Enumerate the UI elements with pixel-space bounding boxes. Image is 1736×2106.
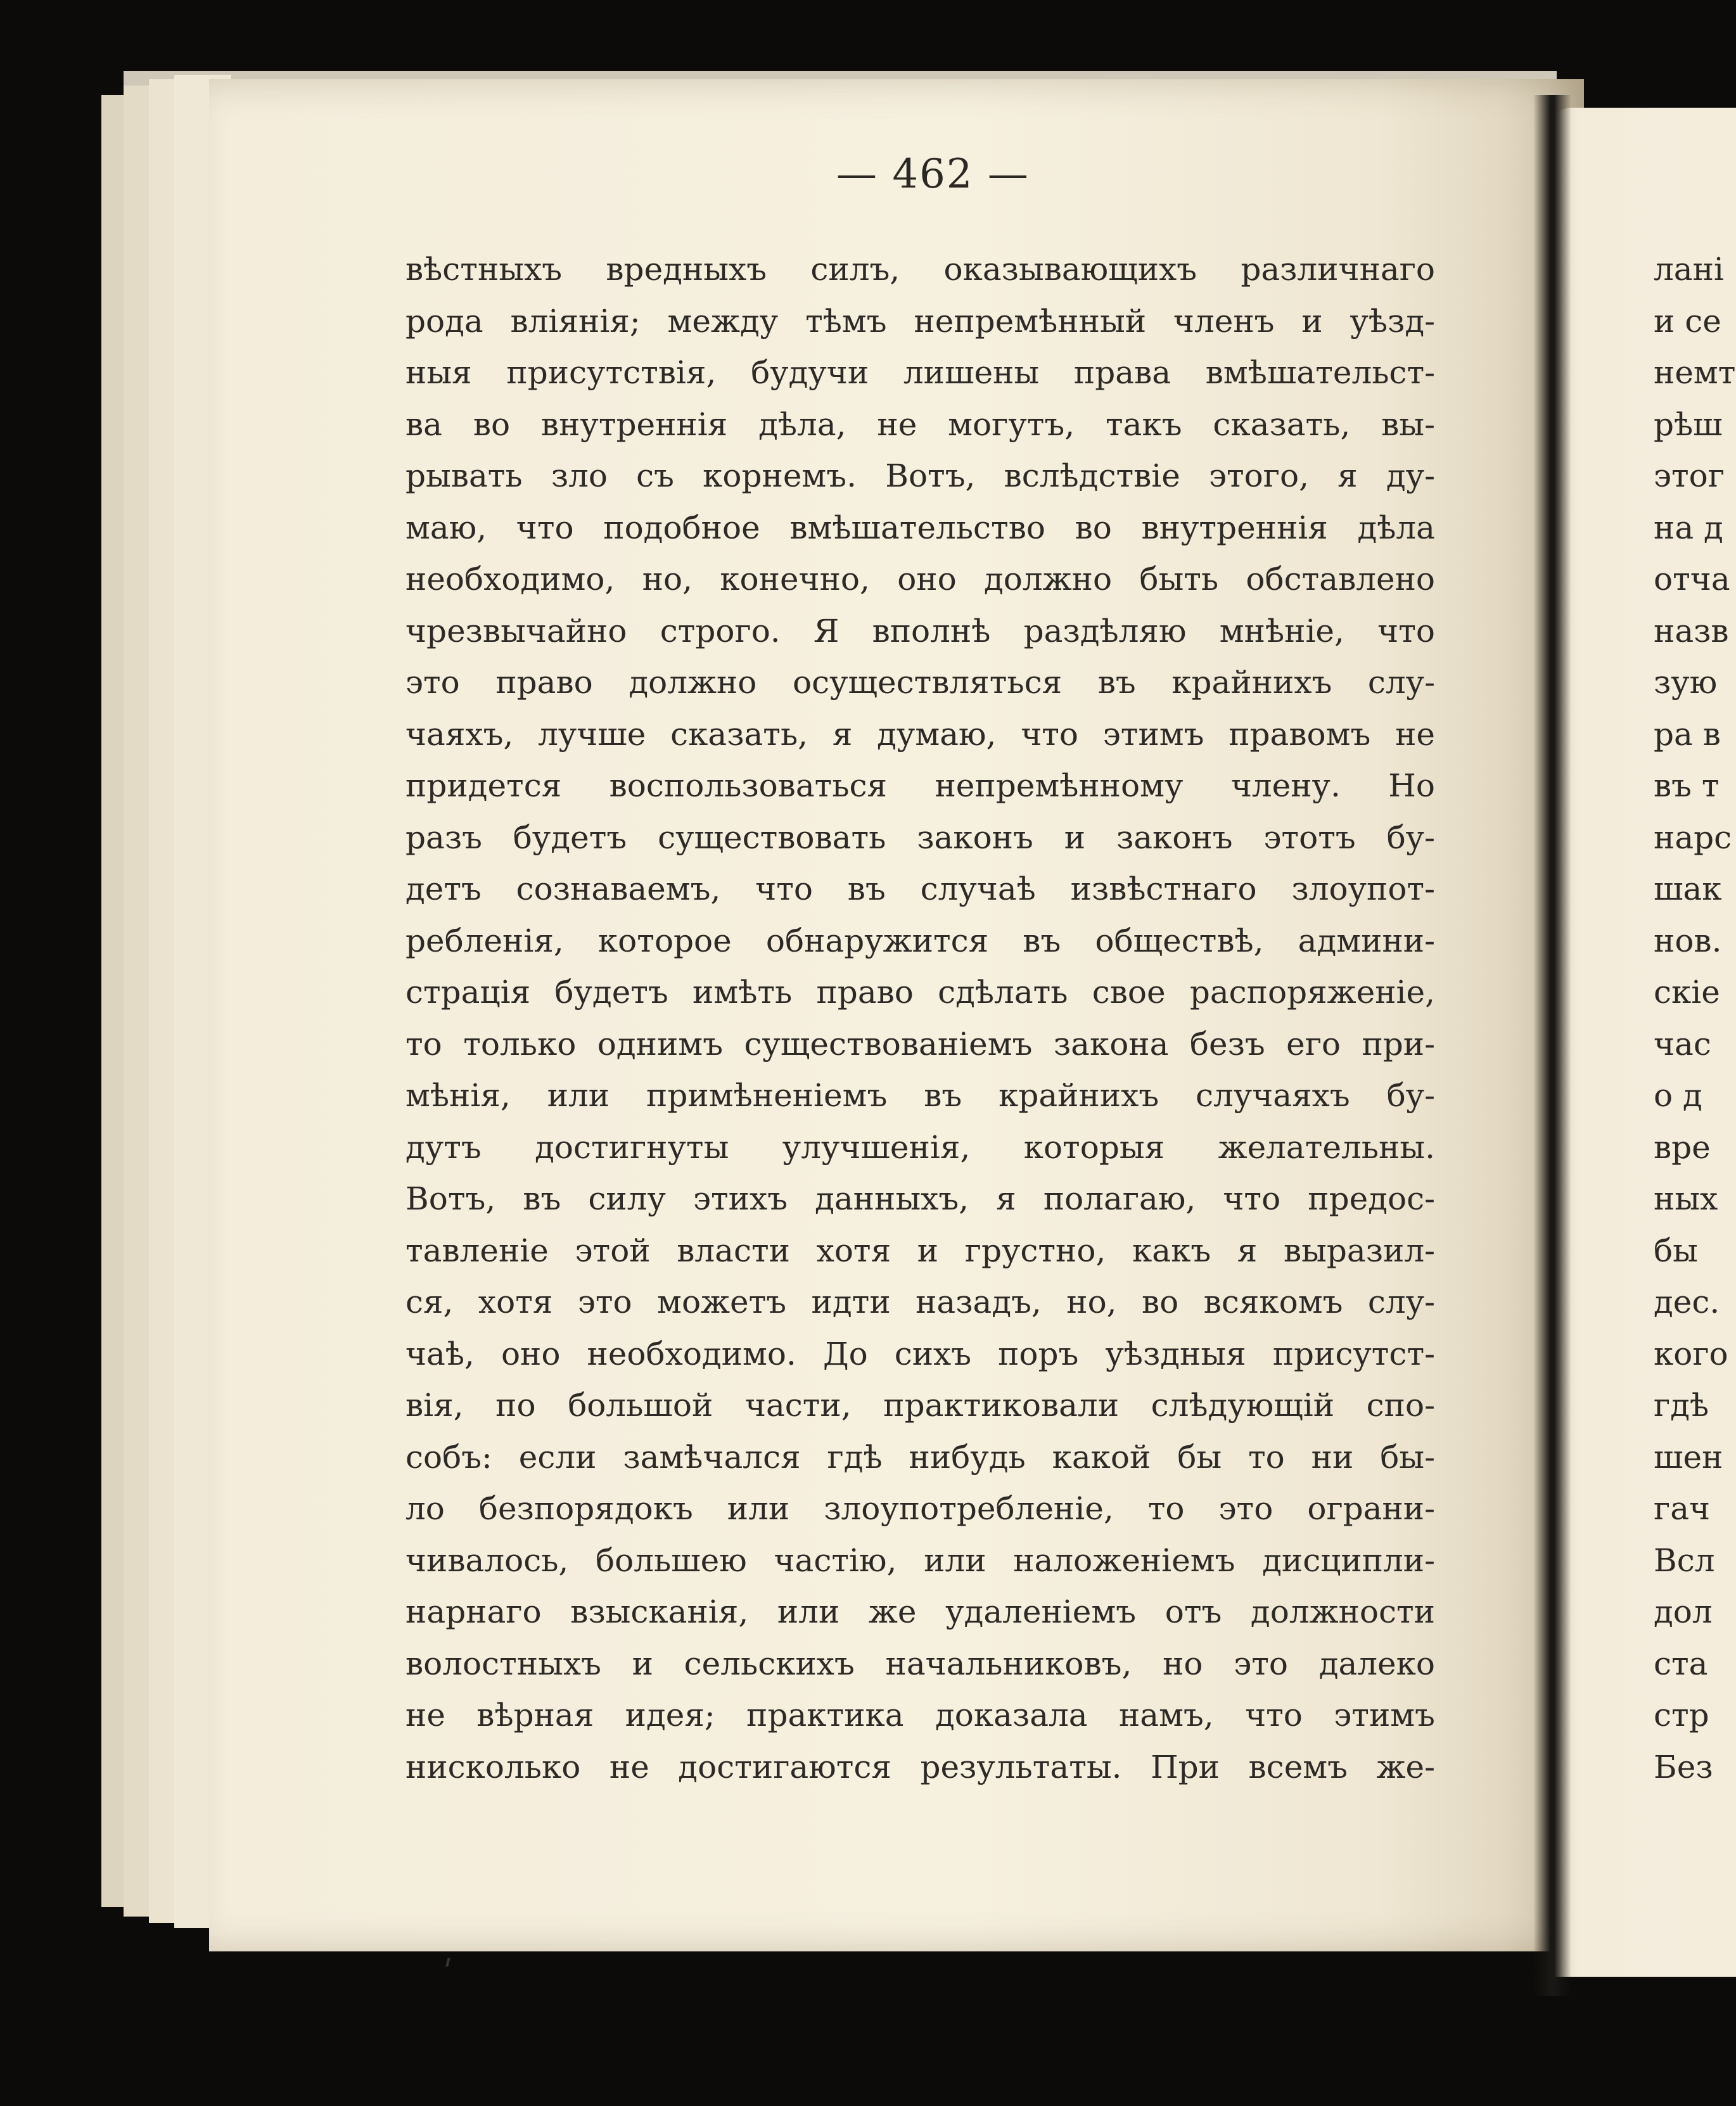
right-page-line-fragment: немт [1654, 354, 1736, 391]
text-line: детъ сознаваемъ, что въ случаѣ извѣстнаго злоупот- [405, 871, 1435, 907]
text-line: тавленіе этой власти хотя и грустно, какъ я выразил- [405, 1232, 1435, 1269]
text-line: рода вліянія; между тѣмъ непремѣнный членъ и уѣзд- [405, 302, 1435, 340]
text-line: чивалось, большею частію, или наложеніемъ дисципли- [405, 1541, 1435, 1579]
text-line: дутъ достигнуты улучшенія, которыя желательны. [405, 1128, 1435, 1166]
text-line: это право должно осуществляться въ крайнихъ слу- [405, 664, 1435, 701]
text-line: волостныхъ и сельскихъ начальниковъ, но это далеко [405, 1645, 1435, 1682]
text-line: вія, по большой части, практиковали слѣдующій спо- [405, 1387, 1435, 1424]
ink-speck [445, 1958, 450, 1967]
page-number: — 462 — [836, 151, 1030, 198]
right-page-line-fragment: гач [1654, 1490, 1711, 1527]
text-line: вѣстныхъ вредныхъ силъ, оказывающихъ различнаго [405, 251, 1435, 288]
text-line: ребленія, которое обнаружится въ обществѣ, админи- [405, 922, 1435, 959]
right-page-line-fragment: ланi [1654, 251, 1724, 288]
text-line: ныя присутствія, будучи лишены права вмѣшательст- [405, 354, 1435, 391]
left-page-text [405, 244, 1435, 1793]
right-page-line-fragment: Вcл [1654, 1541, 1715, 1579]
right-page-line-fragment: шен [1654, 1438, 1723, 1476]
text-line: страція будетъ имѣть право сдѣлать свое распоряженіе, [405, 974, 1435, 1011]
text-line: ло безпорядокъ или злоупотребленіе, то это ограни- [405, 1490, 1435, 1527]
right-page-line-fragment: и се [1654, 302, 1721, 340]
right-page-line-fragment: бы [1654, 1232, 1698, 1269]
right-page-line-fragment: гдѣ [1654, 1387, 1709, 1424]
text-line: необходимо, но, конечно, оно должно быть обставлено [405, 561, 1435, 597]
right-page-text [1654, 244, 1736, 1793]
right-page-line-fragment: рѣш [1654, 405, 1723, 443]
right-page-line-fragment: отча [1654, 561, 1730, 597]
right-page-line-fragment: скiе [1654, 974, 1720, 1011]
text-line: мѣнія, или примѣненіемъ въ крайнихъ случаяхъ бу- [405, 1077, 1435, 1114]
right-page-line-fragment: ста [1654, 1645, 1708, 1682]
right-page-line-fragment: кого [1654, 1335, 1728, 1372]
right-page-line-fragment: стр [1654, 1697, 1709, 1733]
text-line: то только однимъ существованіемъ закона безъ его при- [405, 1025, 1435, 1063]
text-line: разъ будетъ существовать законъ и законъ этотъ бу- [405, 819, 1435, 856]
text-line: Вотъ, въ силу этихъ данныхъ, я полагаю, что предос- [405, 1180, 1435, 1217]
text-line: чаѣ, оно необходимо. До сихъ поръ уѣздныя присутст- [405, 1335, 1435, 1372]
text-line: не вѣрная идея; практика доказала намъ, что этимъ [405, 1697, 1435, 1733]
right-page-line-fragment: нарс [1654, 819, 1732, 856]
right-page-line-fragment: Без [1654, 1748, 1713, 1785]
text-line: придется воспользоваться непремѣнному члену. Но [405, 767, 1435, 804]
text-line: нарнаго взысканія, или же удаленіемъ отъ должности [405, 1593, 1435, 1630]
right-page-line-fragment: зую [1654, 664, 1718, 701]
right-page-line-fragment: дол [1654, 1593, 1713, 1630]
right-page-line-fragment: о д [1654, 1077, 1702, 1114]
text-line: чрезвычайно строго. Я вполнѣ раздѣляю мнѣніе, что [405, 612, 1435, 649]
text-line: маю, что подобное вмѣшательство во внутреннія дѣла [405, 509, 1435, 546]
right-page-line-fragment: час [1654, 1025, 1711, 1063]
text-line: ся, хотя это можетъ идти назадъ, но, во всякомъ слу- [405, 1284, 1435, 1320]
text-line: ва во внутреннія дѣла, не могутъ, такъ сказать, вы- [405, 405, 1435, 443]
right-page-line-fragment: ных [1654, 1180, 1718, 1217]
right-page-line-fragment: дес. [1654, 1284, 1720, 1320]
right-page-line-fragment: ра в [1654, 715, 1721, 753]
right-page-line-fragment: назв [1654, 612, 1729, 649]
book-gutter [1533, 95, 1571, 1996]
right-page-line-fragment: на д [1654, 509, 1723, 546]
right-page-line-fragment: шак [1654, 871, 1722, 907]
text-line: рывать зло съ корнемъ. Вотъ, вслѣдствіе этого, я ду- [405, 457, 1435, 494]
text-line: собъ: если замѣчался гдѣ нибудь какой бы то ни бы- [405, 1438, 1435, 1476]
text-line: нисколько не достигаются результаты. При всемъ же- [405, 1748, 1435, 1785]
right-page-line-fragment: этог [1654, 457, 1725, 494]
text-line: чаяхъ, лучше сказать, я думаю, что этимъ правомъ не [405, 715, 1435, 753]
right-page-line-fragment: въ т [1654, 767, 1720, 804]
right-page-line-fragment: нов. [1654, 922, 1722, 959]
right-page-line-fragment: вре [1654, 1128, 1711, 1166]
